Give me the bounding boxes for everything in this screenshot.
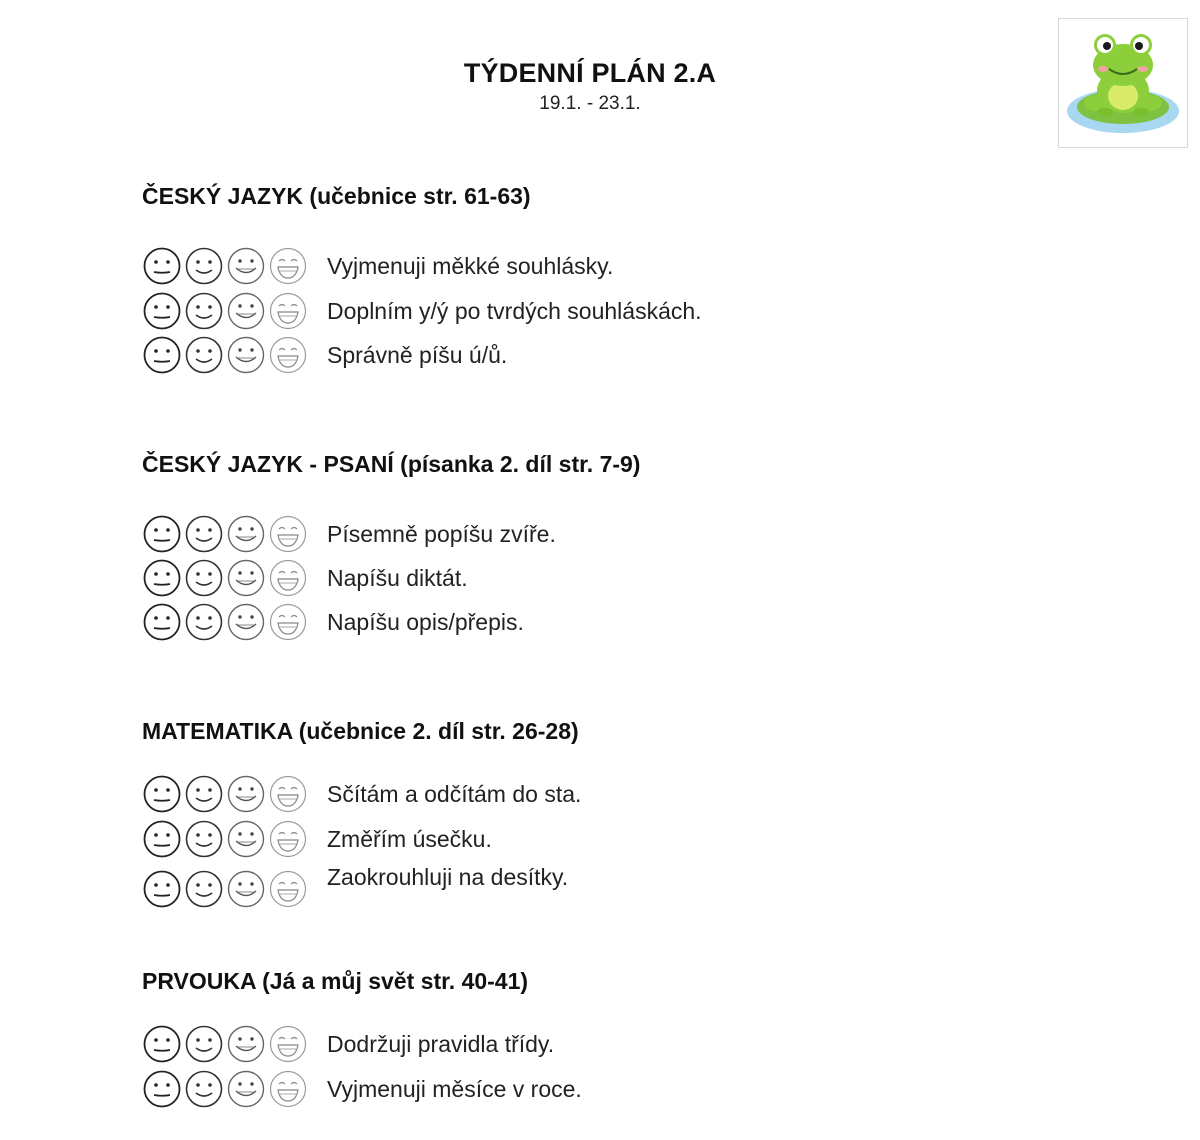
face-neutral-icon[interactable] [142, 246, 182, 286]
item-text: Změřím úsečku. [327, 826, 492, 852]
item-text: Zaokrouhluji na desítky. [327, 864, 569, 890]
face-smile-icon[interactable] [184, 819, 224, 859]
list-item [142, 512, 556, 556]
item-text: Sčítám a odčítám do sta. [327, 781, 582, 807]
face-laughing-icon[interactable] [268, 335, 308, 375]
rating-faces [142, 558, 312, 598]
face-laughing-icon[interactable] [268, 774, 308, 814]
section-prvouka [142, 967, 1042, 1102]
section-title: MATEMATIKA (učebnice 2. díl str. 26-28) [142, 718, 579, 744]
face-smile-icon[interactable] [184, 558, 224, 598]
face-happy-icon[interactable] [226, 1069, 266, 1109]
face-neutral-icon[interactable] [142, 335, 182, 375]
face-smile-icon[interactable] [184, 869, 224, 909]
page-header [0, 58, 1180, 116]
page-title: TÝDENNÍ PLÁN 2.A [463, 58, 717, 88]
face-happy-icon[interactable] [226, 291, 266, 331]
face-happy-icon[interactable] [226, 246, 266, 286]
face-neutral-icon[interactable] [142, 819, 182, 859]
section-cesky-jazyk [142, 182, 1042, 368]
date-range: 19.1. - 23.1. [539, 93, 641, 114]
face-laughing-icon[interactable] [268, 1069, 308, 1109]
face-neutral-icon[interactable] [142, 291, 182, 331]
face-laughing-icon[interactable] [268, 602, 308, 642]
face-happy-icon[interactable] [226, 819, 266, 859]
list-item [142, 556, 468, 600]
face-neutral-icon[interactable] [142, 869, 182, 909]
rating-faces [142, 774, 312, 814]
item-text: Správně píšu ú/ů. [327, 342, 508, 368]
face-happy-icon[interactable] [226, 335, 266, 375]
section-title: PRVOUKA (Já a můj svět str. 40-41) [142, 968, 529, 994]
face-smile-icon[interactable] [184, 246, 224, 286]
list-item [142, 1067, 582, 1111]
face-smile-icon[interactable] [184, 1024, 224, 1064]
section-title: ČESKÝ JAZYK (učebnice str. 61-63) [142, 183, 531, 209]
face-smile-icon[interactable] [184, 1069, 224, 1109]
face-laughing-icon[interactable] [268, 246, 308, 286]
list-item [142, 864, 569, 911]
face-neutral-icon[interactable] [142, 774, 182, 814]
face-laughing-icon[interactable] [268, 558, 308, 598]
face-smile-icon[interactable] [184, 291, 224, 331]
rating-faces [142, 291, 312, 331]
face-happy-icon[interactable] [226, 774, 266, 814]
face-neutral-icon[interactable] [142, 558, 182, 598]
face-laughing-icon[interactable] [268, 291, 308, 331]
face-happy-icon[interactable] [226, 514, 266, 554]
face-neutral-icon[interactable] [142, 514, 182, 554]
face-laughing-icon[interactable] [268, 514, 308, 554]
list-item [142, 1022, 554, 1066]
item-text: Dodržuji pravidla třídy. [327, 1031, 555, 1057]
rating-faces [142, 1024, 312, 1064]
list-item [142, 244, 613, 288]
list-item [142, 289, 702, 333]
face-laughing-icon[interactable] [268, 819, 308, 859]
face-laughing-icon[interactable] [268, 1024, 308, 1064]
face-happy-icon[interactable] [226, 558, 266, 598]
list-item [142, 817, 492, 861]
frog-on-lily-pad-icon [1058, 18, 1188, 148]
face-neutral-icon[interactable] [142, 602, 182, 642]
face-happy-icon[interactable] [226, 1024, 266, 1064]
section-title: ČESKÝ JAZYK - PSANÍ (písanka 2. díl str. 7-9) [142, 451, 641, 477]
face-happy-icon[interactable] [226, 602, 266, 642]
rating-faces [142, 514, 312, 554]
rating-faces [142, 602, 312, 642]
item-text: Napíšu opis/přepis. [327, 609, 524, 635]
rating-faces [142, 335, 312, 375]
face-happy-icon[interactable] [226, 869, 266, 909]
face-smile-icon[interactable] [184, 514, 224, 554]
face-smile-icon[interactable] [184, 774, 224, 814]
item-text: Napíšu diktát. [327, 565, 468, 591]
face-neutral-icon[interactable] [142, 1024, 182, 1064]
face-smile-icon[interactable] [184, 602, 224, 642]
face-neutral-icon[interactable] [142, 1069, 182, 1109]
face-laughing-icon[interactable] [268, 869, 308, 909]
rating-faces [142, 1069, 312, 1109]
rating-faces [142, 869, 312, 909]
section-matematika [142, 717, 1042, 890]
rating-faces [142, 819, 312, 859]
rating-faces [142, 246, 312, 286]
face-smile-icon[interactable] [184, 335, 224, 375]
item-text: Vyjmenuji měkké souhlásky. [327, 253, 614, 279]
list-item [142, 333, 507, 377]
list-item [142, 772, 581, 816]
item-text: Vyjmenuji měsíce v roce. [327, 1076, 582, 1102]
list-item [142, 600, 524, 644]
item-text: Písemně popíšu zvíře. [327, 521, 556, 547]
section-cesky-jazyk-psani [142, 450, 1042, 635]
item-text: Doplním y/ý po tvrdých souhláskách. [327, 298, 702, 324]
